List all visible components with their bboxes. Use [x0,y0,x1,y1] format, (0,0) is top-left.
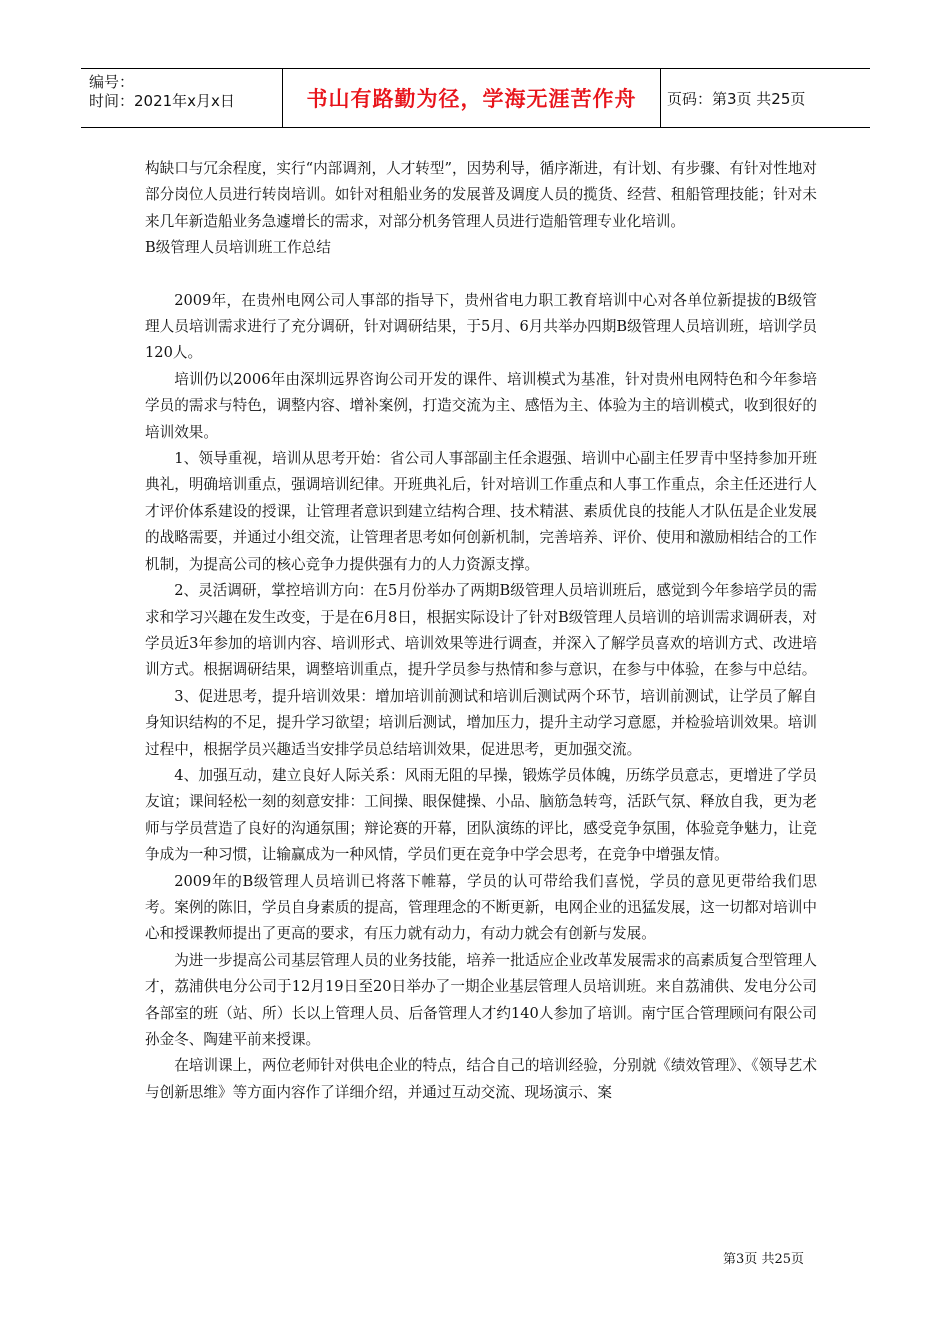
body-paragraph: 4、加强互动，建立良好人际关系：风雨无阻的早操，锻炼学员体魄，历练学员意志，更增进了学员友谊；课间轻松一刻的刻意安排：工间操、眼保健操、小品、脑筋急转弯，活跃气氛、释放自我，更为老师与学员营造了良好的沟通氛围；辩论赛的开幕，团队演练的评比，感受竞争氛围，体验竞争魅力，让竞争成为一种习惯，让输赢成为一种风情，学员们更在竞争中学会思考，在竞争中增强友情。 [145,766,817,864]
header-motto: 书山有路勤为径，学海无涯苦作舟 [306,87,637,111]
header-page-cell [661,69,870,127]
body-paragraph: 培训仍以2006年由深圳远界咨询公司开发的课件、培训模式为基准，针对贵州电网特色和今年参培学员的需求与特色，调整内容、增补案例，打造交流为主、感悟为主、体验为主的培训模式，收到很好的培训效果。 [145,370,817,441]
page-footer [723,1248,804,1267]
document-number-label: 编号： [89,73,135,91]
header-meta [81,69,283,127]
body-paragraph: 2009年的B级管理人员培训已将落下帷幕，学员的认可带给我们喜悦，学员的意见更带给我们思考。案例的陈旧，学员自身素质的提高，管理理念的不断更新，电网企业的迅猛发展，这一切都对培训中心和授课教师提出了更高的要求，有压力就有动力，有动力就会有创新与发展。 [145,872,817,943]
header-page-number: 页码：第3页 共25页 [667,89,806,108]
body-paragraph: 为进一步提高公司基层管理人员的业务技能，培养一批适应企业改革发展需求的高素质复合型管理人才，荔浦供电分公司于12月19日至20日举办了一期企业基层管理人员培训班。来自荔浦供、发电分公司各部室的班（站、所）长以上管理人员、后备管理人才约140人参加了培训。南宁匡合管理顾问有限公司孙金冬、陶建平前来授课。 [145,951,817,1048]
document-body [145,156,817,1106]
body-paragraph: 2009年，在贵州电网公司人事部的指导下，贵州省电力职工教育培训中心对各单位新提拔的B级管理人员培训需求进行了充分调研，针对调研结果，于5月、6月共举办四期B级管理人员培训班，培训学员120人。 [145,291,817,362]
body-paragraph: 构缺口与冗余程度，实行“内部调剂，人才转型”，因势利导，循序渐进，有计划、有步骤、有针对性地对部分岗位人员进行转岗培训。如针对租船业务的发展普及调度人员的揽货、经营、租船管理技能；针对未来几年新造船业务急遽增长的需求，对部分机务管理人员进行造船管理专业化培训。 [145,160,817,230]
footer-page-number: 第3页 共25页 [723,1252,804,1267]
document-date-label: 时间：2021年x月x日 [89,92,235,110]
header-motto-cell [283,69,661,127]
body-paragraph: 在培训课上，两位老师针对供电企业的特点，结合自己的培训经验，分别就《绩效管理》、《领导艺术与创新思维》等方面内容作了详细介绍，并通过互动交流、现场演示、案 [145,1057,817,1101]
body-paragraph: 1、领导重视，培训从思考开始：省公司人事部副主任余遐强、培训中心副主任罗青中坚持参加开班典礼，明确培训重点，强调培训纪律。开班典礼后，针对培训工作重点和人事工作重点，余主任还进行人才评价体系建设的授课，让管理者意识到建立结构合理、技术精湛、素质优良的技能人才队伍是企业发展的战略需要，并通过小组交流，让管理者思考如何创新机制，完善培养、评价、使用和激励相结合的工作机制，为提高公司的核心竞争力提供强有力的人力资源支撑。 [145,450,817,573]
blank-line [145,262,817,288]
body-paragraph: 3、促进思考，提升培训效果：增加培训前测试和培训后测试两个环节，培训前测试，让学员了解自身知识结构的不足，提升学习欲望；培训后测试，增加压力，提升主动学习意愿，并检验培训效果。培训过程中，根据学员兴趣适当安排学员总结培训效果，促进思考，更加强交流。 [145,687,817,758]
page-header [81,68,870,128]
section-title: B级管理人员培训班工作总结 [145,239,331,257]
body-paragraph: 2、灵活调研，掌控培训方向：在5月份举办了两期B级管理人员培训班后，感觉到今年参培学员的需求和学习兴趣在发生改变，于是在6月8日，根据实际设计了针对B级管理人员培训的培训需求调研表，对学员近3年参加的培训内容、培训形式、培训效果等进行调查，并深入了解学员喜欢的培训方式、改进培训方式。根据调研结果，调整培训重点，提升学员参与热情和参与意识，在参与中体验，在参与中总结。 [145,582,817,679]
